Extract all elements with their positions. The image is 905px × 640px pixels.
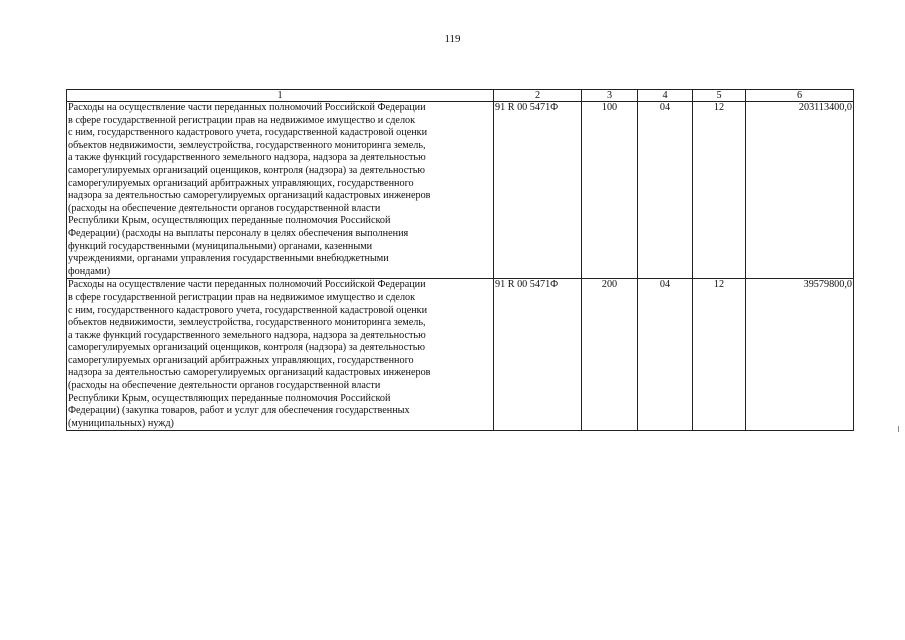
description-line: функций государственными (муниципальными) органами, казенными bbox=[68, 240, 373, 252]
row-description bbox=[67, 102, 494, 279]
description-line: Федерации) (расходы на выплаты персоналу в целях обеспечения выполнения bbox=[68, 227, 409, 239]
scan-artifact bbox=[898, 426, 899, 432]
description-line: Расходы на осуществление части переданных полномочий Российской Федерации bbox=[68, 102, 426, 113]
description-line: надзора за деятельностью саморегулируемых организаций кадастровых инженеров bbox=[68, 367, 431, 379]
page-number: 119 bbox=[444, 33, 461, 45]
row-col3: 200 bbox=[582, 279, 638, 431]
description-line: в сфере государственной регистрации прав на недвижимое имущество и сделок bbox=[68, 291, 416, 303]
description-line: саморегулируемых организаций оценщиков, контроля (надзора) за деятельностью bbox=[68, 342, 425, 354]
column-header-3: 3 bbox=[582, 90, 638, 102]
description-line: Республики Крым, осуществляющих переданные полномочия Российской bbox=[68, 392, 391, 404]
row-col3: 100 bbox=[582, 102, 638, 279]
row-amount: 203113400,0 bbox=[746, 102, 854, 279]
table-row bbox=[67, 279, 854, 431]
table-row bbox=[67, 102, 854, 279]
description-line: надзора за деятельностью саморегулируемых организаций кадастровых инженеров bbox=[68, 190, 431, 202]
description-line: с ним, государственного кадастрового учета, государственной кадастровой оценки bbox=[68, 304, 428, 316]
budget-table bbox=[66, 89, 854, 431]
row-description bbox=[67, 279, 494, 431]
column-header-6: 6 bbox=[746, 90, 854, 102]
row-budget-code: 91 R 00 5471Ф bbox=[494, 102, 582, 279]
description-line: в сфере государственной регистрации прав на недвижимое имущество и сделок bbox=[68, 114, 416, 126]
description-line: Федерации) (закупка товаров, работ и услуг для обеспечения государственных bbox=[68, 405, 410, 417]
description-line: учреждениями, органами управления государственными внебюджетными bbox=[68, 253, 389, 265]
description-line: фондами) bbox=[68, 265, 111, 277]
row-budget-code: 91 R 00 5471Ф bbox=[494, 279, 582, 431]
description-line: объектов недвижимости, землеустройства, государственного мониторинга земель, bbox=[68, 139, 426, 151]
row-col5: 12 bbox=[693, 279, 746, 431]
row-col4: 04 bbox=[638, 102, 693, 279]
table-header-row bbox=[67, 90, 854, 102]
description-line: саморегулируемых организаций арбитражных управляющих, государственного bbox=[68, 354, 414, 366]
column-header-1: 1 bbox=[67, 90, 494, 102]
column-header-5: 5 bbox=[693, 90, 746, 102]
description-line: саморегулируемых организаций оценщиков, контроля (надзора) за деятельностью bbox=[68, 164, 425, 176]
description-line: Республики Крым, осуществляющих переданные полномочия Российской bbox=[68, 215, 391, 227]
row-amount: 39579800,0 bbox=[746, 279, 854, 431]
description-line: Расходы на осуществление части переданных полномочий Российской Федерации bbox=[68, 279, 426, 291]
row-col5: 12 bbox=[693, 102, 746, 279]
column-header-2: 2 bbox=[494, 90, 582, 102]
description-line: а также функций государственного земельного надзора, надзора за деятельностью bbox=[68, 152, 426, 164]
description-line: (расходы на обеспечение деятельности органов государственной власти bbox=[68, 380, 381, 392]
description-line: а также функций государственного земельного надзора, надзора за деятельностью bbox=[68, 329, 426, 341]
description-line: объектов недвижимости, землеустройства, государственного мониторинга земель, bbox=[68, 317, 426, 329]
row-col4: 04 bbox=[638, 279, 693, 431]
description-line: саморегулируемых организаций арбитражных управляющих, государственного bbox=[68, 177, 414, 189]
description-line: (расходы на обеспечение деятельности органов государственной власти bbox=[68, 202, 381, 214]
column-header-4: 4 bbox=[638, 90, 693, 102]
description-line: (муниципальных) нужд) bbox=[68, 417, 174, 429]
description-line: с ним, государственного кадастрового учета, государственной кадастровой оценки bbox=[68, 127, 428, 139]
